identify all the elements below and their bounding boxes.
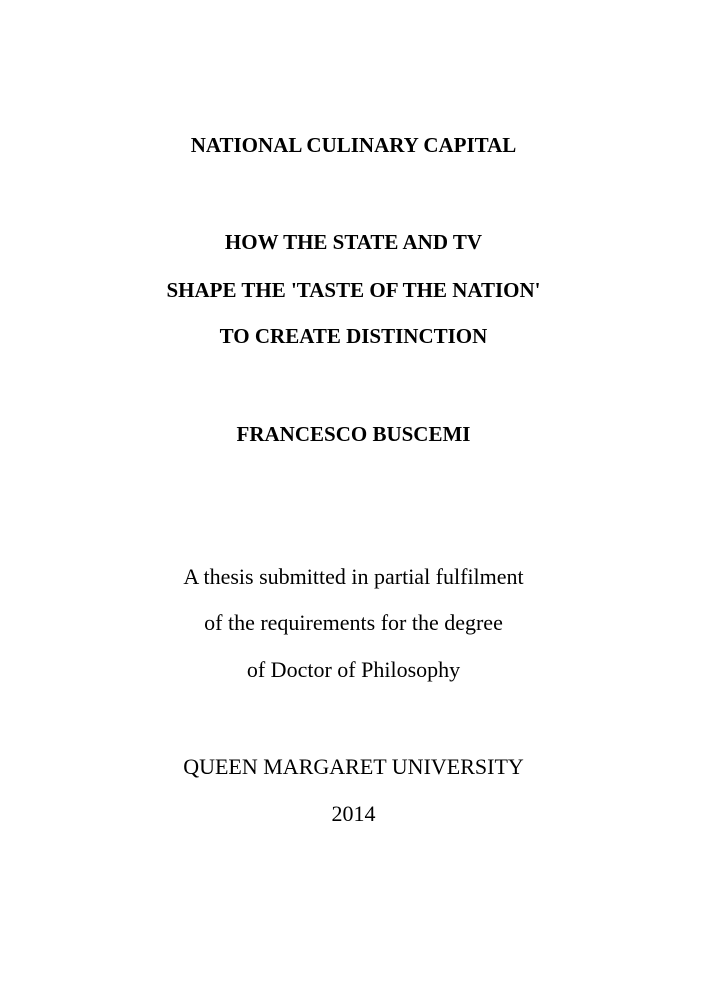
statement-line-2: of the requirements for the degree xyxy=(204,610,503,635)
statement-line-1: A thesis submitted in partial fulfilment xyxy=(183,564,524,589)
subtitle-line-2: SHAPE THE 'TASTE OF THE NATION' xyxy=(166,278,541,302)
author-name: FRANCESCO BUSCEMI xyxy=(236,422,471,446)
subtitle-line-1: HOW THE STATE AND TV xyxy=(224,230,483,254)
statement-line-3: of Doctor of Philosophy xyxy=(246,657,461,682)
submission-year: 2014 xyxy=(331,801,376,826)
subtitle-line-3: TO CREATE DISTINCTION xyxy=(219,324,488,348)
institution-name: QUEEN MARGARET UNIVERSITY xyxy=(183,754,524,779)
thesis-title: NATIONAL CULINARY CAPITAL xyxy=(190,133,517,157)
